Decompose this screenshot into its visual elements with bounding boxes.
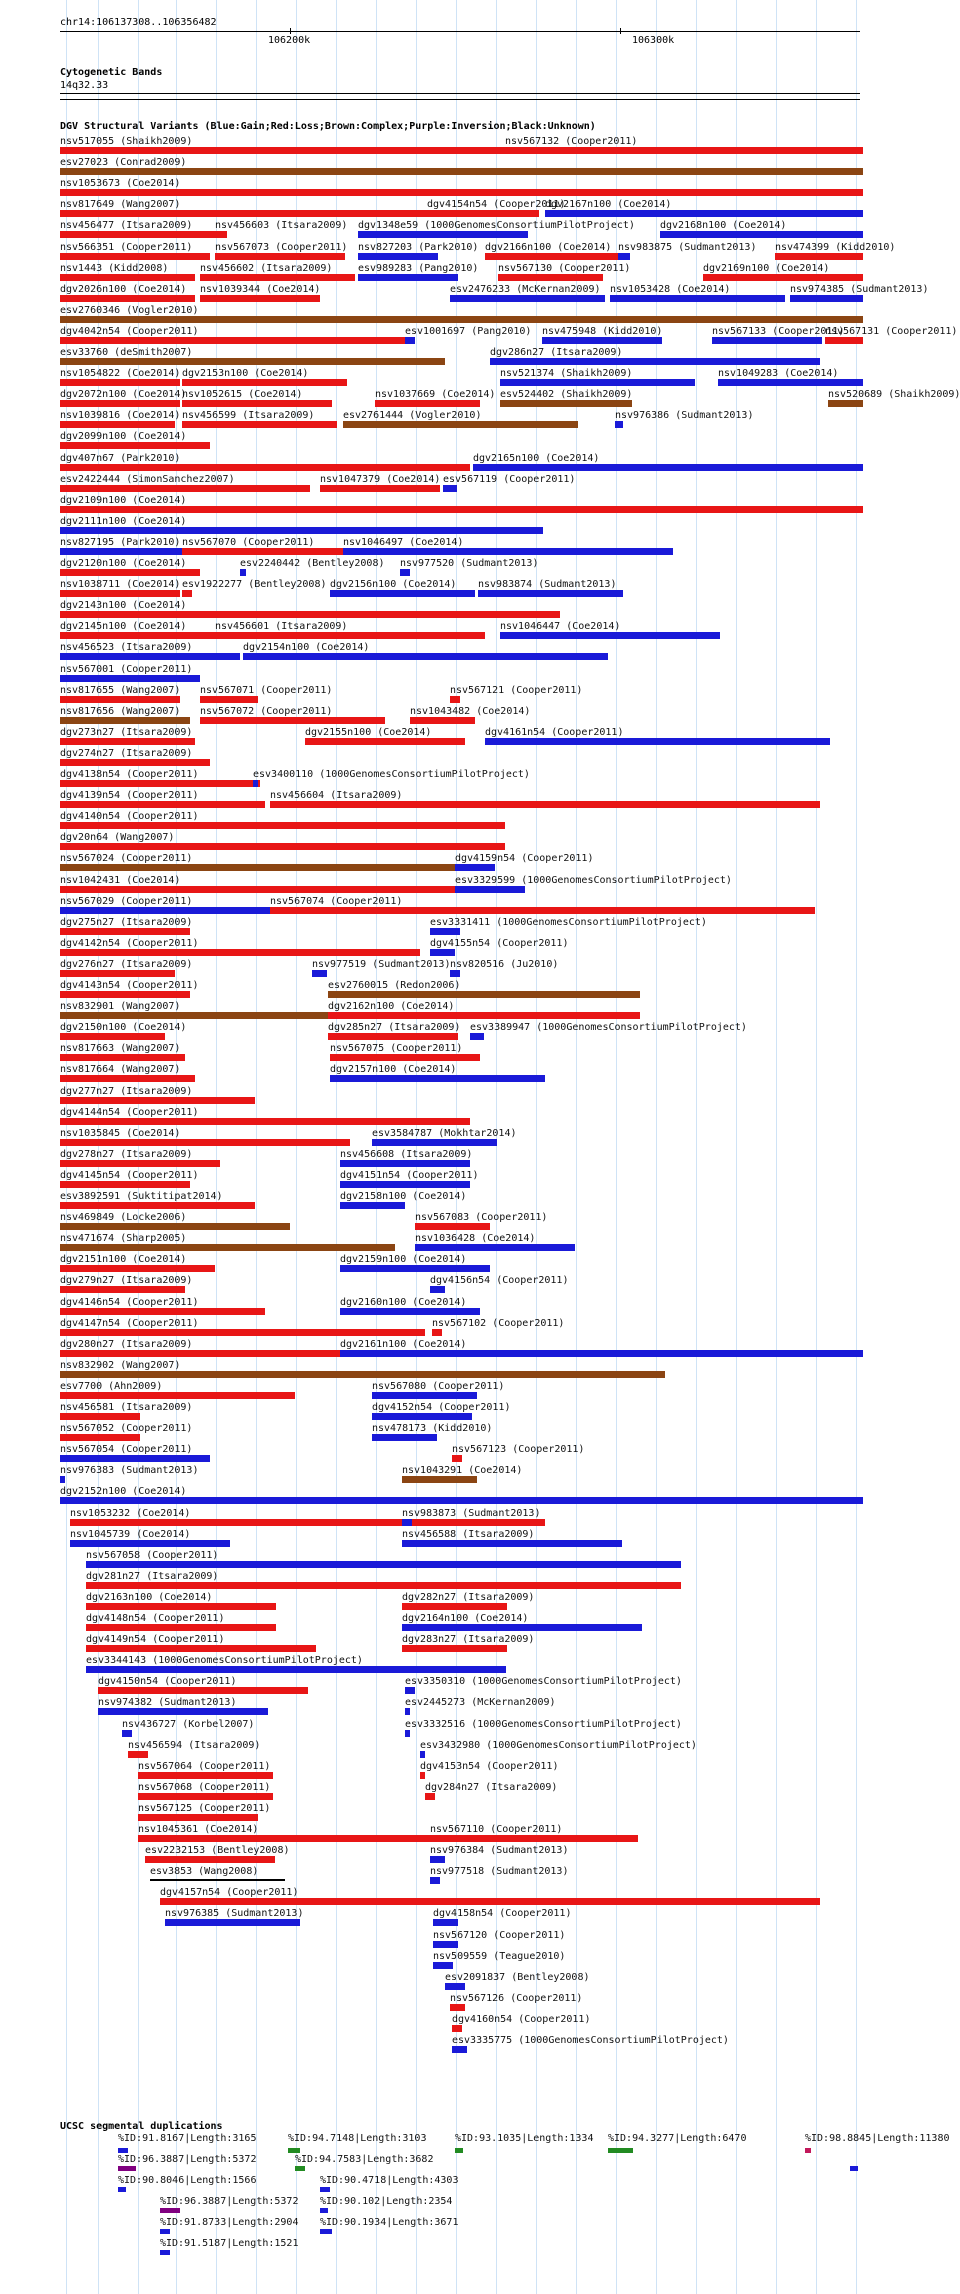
sv-label[interactable]: dgv4142n54 (Cooper2011) [60,937,199,949]
sv-label[interactable]: nsv817664 (Wang2007) [60,1064,181,1076]
sv-label[interactable]: nsv567072 (Cooper2011) [200,705,333,717]
sv-label[interactable]: esv7700 (Ahn2009) [60,1380,163,1392]
sv-label[interactable]: dgv2152n100 (Coe2014) [60,1486,187,1498]
sv-label[interactable]: nsv567071 (Cooper2011) [200,684,333,696]
sv-label[interactable]: esv2760346 (Vogler2010) [60,304,199,316]
sv-label[interactable]: nsv832901 (Wang2007) [60,1001,181,1013]
sv-label[interactable]: esv567119 (Cooper2011) [443,473,576,485]
sv-label[interactable]: nsv976383 (Sudmant2013) [60,1465,199,1477]
sv-label[interactable]: esv2240442 (Bentley2008) [240,558,385,569]
cytoband-name: 14q32.33 [60,80,109,91]
sv-label[interactable]: nsv977519 (Sudmant2013) [312,958,451,970]
sv-label[interactable]: nsv567074 (Cooper2011) [270,895,403,907]
sv-label[interactable]: esv33760 (deSmith2007) [60,347,193,358]
sv-label[interactable]: esv3389947 (1000GenomesConsortiumPilotProject) [470,1022,747,1034]
sv-label[interactable]: nsv1045361 (Coe2014) [138,1824,259,1835]
sv-label[interactable]: nsv1053673 (Coe2014) [60,178,181,190]
sv-label[interactable]: nsv820516 (Ju2010) [450,958,559,970]
sv-label[interactable]: nsv1052615 (Coe2014) [182,389,303,401]
sv-label[interactable]: esv3344143 (1000GenomesConsortiumPilotProject) [86,1655,363,1667]
sv-label[interactable]: nsv567029 (Cooper2011) [60,895,193,907]
sv-label[interactable]: dgv286n27 (Itsara2009) [490,347,623,358]
sv-label[interactable]: nsv1036428 (Coe2014) [415,1233,536,1245]
segdup-label[interactable]: %ID:96.3887|Length:5372 [118,2154,257,2165]
sv-label[interactable]: nsv520689 (Shaikh2009) [828,389,960,401]
sv-label[interactable]: dgv2153n100 (Coe2014) [182,368,309,380]
sv-label[interactable]: nsv1047379 (Coe2014) [320,473,441,485]
sv-label[interactable]: nsv456603 (Itsara2009) [215,220,348,232]
sv-label[interactable]: dgv4161n54 (Cooper2011) [485,726,624,738]
sv-label[interactable]: nsv1053232 (Coe2014) [70,1507,191,1519]
sv-label[interactable]: esv1922277 (Bentley2008) [182,579,327,591]
sv-label[interactable]: dgv2154n100 (Coe2014) [243,642,370,654]
segdup-label[interactable]: %ID:94.7148|Length:3103 [288,2133,427,2144]
sv-label[interactable]: esv3335775 (1000GenomesConsortiumPilotProject) [452,2035,729,2046]
sv-label[interactable]: nsv1053428 (Coe2014) [610,283,731,295]
sv-label[interactable]: nsv567001 (Cooper2011) [60,663,193,675]
sv-label[interactable]: esv3892591 (Suktitipat2014) [60,1191,223,1202]
sv-label[interactable]: nsv1035845 (Coe2014) [60,1127,181,1139]
sv-label[interactable]: nsv1037669 (Coe2014) [375,389,496,401]
sv-label[interactable]: dgv285n27 (Itsara2009) [328,1022,461,1034]
sv-label[interactable]: dgv283n27 (Itsara2009) [402,1634,535,1646]
sv-label[interactable]: dgv276n27 (Itsara2009) [60,958,193,970]
sv-label[interactable]: dgv2157n100 (Coe2014) [330,1064,457,1076]
sv-label[interactable]: dgv2099n100 (Coe2014) [60,431,187,443]
sv-label[interactable]: dgv277n27 (Itsara2009) [60,1085,193,1097]
sv-label[interactable]: nsv567121 (Cooper2011) [450,684,583,696]
sv-label[interactable]: dgv20n64 (Wang2007) [60,832,175,844]
sv-label[interactable]: dgv4158n54 (Cooper2011) [433,1908,572,1920]
segdup-label[interactable]: %ID:94.7583|Length:3682 [295,2154,434,2165]
sv-label[interactable]: nsv817655 (Wang2007) [60,684,181,696]
sv-label[interactable]: nsv976384 (Sudmant2013) [430,1845,569,1857]
sv-label[interactable]: dgv2145n100 (Coe2014) [60,621,187,633]
sv-label[interactable]: nsv1039816 (Coe2014) [60,410,181,422]
sv-label[interactable]: dgv281n27 (Itsara2009) [86,1570,219,1582]
sv-label[interactable]: dgv2164n100 (Coe2014) [402,1613,529,1624]
sv-label[interactable]: dgv4156n54 (Cooper2011) [430,1275,569,1287]
sv-label[interactable]: nsv567068 (Cooper2011) [138,1781,271,1793]
segdup-label[interactable]: %ID:90.1934|Length:3671 [320,2217,459,2228]
sv-label[interactable]: nsv827195 (Park2010) [60,536,181,548]
sv-label[interactable]: esv2445273 (McKernan2009) [405,1697,556,1709]
sv-label[interactable]: dgv275n27 (Itsara2009) [60,916,193,928]
sv-label[interactable]: esv27023 (Conrad2009) [60,157,187,169]
sv-label[interactable]: nsv567083 (Cooper2011) [415,1212,548,1224]
sv-label[interactable]: esv2760015 (Redon2006) [328,980,461,991]
sv-label[interactable]: nsv567126 (Cooper2011) [450,1992,583,2004]
sv-label[interactable]: dgv2111n100 (Coe2014) [60,515,187,527]
sv-label[interactable]: dgv2150n100 (Coe2014) [60,1022,187,1034]
sv-label[interactable]: dgv2151n100 (Coe2014) [60,1254,187,1266]
sv-label[interactable]: nsv567070 (Cooper2011) [182,536,315,548]
sv-label[interactable]: nsv456602 (Itsara2009) [200,262,333,274]
sv-label[interactable]: dgv4149n54 (Cooper2011) [86,1634,225,1646]
sv-label[interactable]: dgv2155n100 (Coe2014) [305,726,432,738]
sv-label[interactable]: nsv456581 (Itsara2009) [60,1402,193,1413]
segdup-label[interactable]: %ID:91.5187|Length:1521 [160,2238,299,2249]
sv-label[interactable]: dgv4150n54 (Cooper2011) [98,1676,237,1688]
segdup-label[interactable]: %ID:98.8845|Length:11380 [805,2133,950,2144]
segdup-label[interactable]: %ID:93.1035|Length:1334 [455,2133,594,2144]
sv-label[interactable]: dgv2169n100 (Coe2014) [703,262,830,274]
segdup-label[interactable]: %ID:90.4718|Length:4303 [320,2175,459,2186]
sv-label[interactable]: esv3584787 (Mokhtar2014) [372,1127,517,1139]
sv-label[interactable]: dgv4153n54 (Cooper2011) [420,1760,559,1772]
sv-label[interactable]: nsv567075 (Cooper2011) [330,1043,463,1055]
sv-label[interactable]: nsv567024 (Cooper2011) [60,853,193,865]
sv-label[interactable]: esv3332516 (1000GenomesConsortiumPilotProject) [405,1718,682,1730]
sv-label[interactable]: nsv567052 (Cooper2011) [60,1423,193,1435]
sv-label[interactable]: nsv567130 (Cooper2011) [498,262,631,274]
sv-label[interactable]: dgv2162n100 (Coe2014) [328,1001,455,1013]
sv-label[interactable]: nsv456608 (Itsara2009) [340,1148,473,1160]
sv-label[interactable]: nsv567120 (Cooper2011) [433,1929,566,1941]
segdup-label[interactable]: %ID:90.8046|Length:1566 [118,2175,257,2186]
sv-label[interactable]: nsv1039344 (Coe2014) [200,283,321,295]
sv-label[interactable]: dgv273n27 (Itsara2009) [60,726,193,738]
sv-label[interactable]: nsv456477 (Itsara2009) [60,220,193,232]
sv-label[interactable]: esv2761444 (Vogler2010) [343,410,482,422]
sv-label[interactable]: nsv1045739 (Coe2014) [70,1528,191,1540]
sv-label[interactable]: nsv456604 (Itsara2009) [270,790,403,802]
sv-label[interactable]: dgv2167n100 (Coe2014) [545,199,672,211]
sv-label[interactable]: nsv567102 (Cooper2011) [432,1317,565,1329]
segdup-label[interactable]: %ID:96.3887|Length:5372 [160,2196,299,2207]
sv-label[interactable]: esv3350310 (1000GenomesConsortiumPilotProject) [405,1676,682,1688]
sv-label[interactable]: nsv1046497 (Coe2014) [343,536,464,548]
sv-label[interactable]: nsv977518 (Sudmant2013) [430,1866,569,1878]
sv-label[interactable]: nsv1049283 (Coe2014) [718,368,839,380]
sv-label[interactable]: dgv2161n100 (Coe2014) [340,1338,467,1350]
sv-label[interactable]: dgv279n27 (Itsara2009) [60,1275,193,1287]
sv-label[interactable]: nsv817649 (Wang2007) [60,199,181,211]
cytoband-title: Cytogenetic Bands [60,67,163,78]
sv-label[interactable]: nsv1043291 (Coe2014) [402,1465,523,1477]
sv-label[interactable]: dgv4160n54 (Cooper2011) [452,2013,591,2025]
sv-label[interactable]: nsv567064 (Cooper2011) [138,1760,271,1772]
sv-label[interactable]: dgv4152n54 (Cooper2011) [372,1402,511,1413]
sv-label[interactable]: esv3853 (Wang2008) [150,1866,259,1878]
sv-label[interactable]: nsv1054822 (Coe2014) [60,368,181,380]
sv-label[interactable]: nsv817663 (Wang2007) [60,1043,181,1055]
sv-label[interactable]: esv3432980 (1000GenomesConsortiumPilotProject) [420,1739,697,1751]
segdup-label[interactable]: %ID:91.8167|Length:3165 [118,2133,257,2144]
sv-label[interactable]: nsv1043482 (Coe2014) [410,705,531,717]
sv-label[interactable]: dgv4155n54 (Cooper2011) [430,937,569,949]
sv-label[interactable]: dgv2109n100 (Coe2014) [60,494,187,506]
sv-label[interactable]: dgv2072n100 (Coe2014) [60,389,187,401]
sv-label[interactable]: nsv567080 (Cooper2011) [372,1380,505,1392]
segdup-track-title: UCSC segmental duplications [60,2121,223,2132]
sv-label[interactable]: nsv456523 (Itsara2009) [60,642,193,654]
sv-label[interactable]: nsv517055 (Shaikh2009) [60,136,193,147]
sv-label[interactable]: dgv2159n100 (Coe2014) [340,1254,467,1266]
sv-label[interactable]: dgv278n27 (Itsara2009) [60,1148,193,1160]
segdup-label[interactable]: %ID:94.3277|Length:6470 [608,2133,747,2144]
sv-label[interactable]: nsv456588 (Itsara2009) [402,1528,535,1540]
sv-label[interactable]: dgv282n27 (Itsara2009) [402,1591,535,1603]
sv-label[interactable]: esv3331411 (1000GenomesConsortiumPilotProject) [430,916,707,928]
sv-label[interactable]: nsv827203 (Park2010) [358,241,479,253]
sv-label[interactable]: dgv274n27 (Itsara2009) [60,747,193,759]
sv-label[interactable]: dgv2156n100 (Coe2014) [330,579,457,591]
chrom-range: chr14:106137308..106356482 [60,17,217,28]
sv-label[interactable]: esv2476233 (McKernan2009) [450,283,601,295]
sv-label[interactable]: nsv567132 (Cooper2011) [505,136,638,147]
sv-label[interactable]: nsv983874 (Sudmant2013) [478,579,617,591]
sv-label[interactable]: dgv4143n54 (Cooper2011) [60,980,199,991]
sv-label[interactable]: nsv1443 (Kidd2008) [60,262,169,274]
sv-label[interactable]: nsv478173 (Kidd2010) [372,1423,493,1435]
ruler-label-right: 106300k [632,35,675,46]
sv-label[interactable]: nsv567110 (Cooper2011) [430,1824,563,1835]
sv-label[interactable]: dgv280n27 (Itsara2009) [60,1338,193,1350]
sv-label[interactable]: nsv983873 (Sudmant2013) [402,1507,541,1519]
ruler-label-left: 106200k [268,35,311,46]
sv-label[interactable]: nsv832902 (Wang2007) [60,1359,181,1371]
sv-label[interactable]: dgv284n27 (Itsara2009) [425,1781,558,1793]
sv-label[interactable]: esv524402 (Shaikh2009) [500,389,633,401]
sv-label[interactable]: nsv436727 (Korbel2007) [122,1718,255,1730]
sv-label[interactable]: nsv974382 (Sudmant2013) [98,1697,237,1709]
sv-label[interactable]: esv2091837 (Bentley2008) [445,1971,590,1983]
sv-label[interactable]: dgv2168n100 (Coe2014) [660,220,787,232]
sv-label[interactable]: nsv456599 (Itsara2009) [182,410,315,422]
sv-label[interactable]: nsv567073 (Cooper2011) [215,241,348,253]
sv-label[interactable]: nsv567058 (Cooper2011) [86,1549,219,1561]
sv-label[interactable]: dgv4147n54 (Cooper2011) [60,1317,199,1329]
sv-label[interactable]: dgv4146n54 (Cooper2011) [60,1296,199,1308]
sv-label[interactable]: esv3400110 (1000GenomesConsortiumPilotProject) [253,769,530,780]
sv-label[interactable]: nsv976385 (Sudmant2013) [165,1908,304,1920]
sv-label[interactable]: dgv4159n54 (Cooper2011) [455,853,594,865]
sv-label[interactable]: nsv567054 (Cooper2011) [60,1444,193,1456]
sv-label[interactable]: dgv4138n54 (Cooper2011) [60,769,199,780]
sv-label[interactable]: dgv1348e59 (1000GenomesConsortiumPilotProject) [358,220,635,232]
sv-label[interactable]: nsv521374 (Shaikh2009) [500,368,633,380]
sv-label[interactable]: dgv4144n54 (Cooper2011) [60,1106,199,1118]
sv-label[interactable]: nsv469849 (Locke2006) [60,1212,187,1224]
sv-label[interactable]: nsv567131 (Cooper2011) [825,325,958,337]
sv-label[interactable]: dgv2120n100 (Coe2014) [60,558,187,569]
sv-label[interactable]: dgv2166n100 (Coe2014) [485,241,612,253]
sv-label[interactable]: dgv2165n100 (Coe2014) [473,452,600,464]
segdup-label[interactable]: %ID:90.102|Length:2354 [320,2196,453,2207]
sv-label[interactable]: dgv4145n54 (Cooper2011) [60,1169,199,1181]
sv-label[interactable]: dgv2026n100 (Coe2014) [60,283,187,295]
sv-label[interactable]: nsv977520 (Sudmant2013) [400,558,539,569]
sv-label[interactable]: nsv1042431 (Coe2014) [60,874,181,886]
sv-label[interactable]: dgv2158n100 (Coe2014) [340,1191,467,1202]
sv-label[interactable]: nsv509559 (Teague2010) [433,1950,566,1962]
sv-label[interactable]: nsv1038711 (Coe2014) [60,579,181,591]
sv-label[interactable]: dgv4042n54 (Cooper2011) [60,325,199,337]
sv-label[interactable]: esv1001697 (Pang2010) [405,325,532,337]
sv-label[interactable]: nsv976386 (Sudmant2013) [615,410,754,422]
dgv-track-title: DGV Structural Variants (Blue:Gain;Red:Loss;Brown:Complex;Purple:Inversion;Black:Unknown) [60,121,596,132]
sv-label[interactable]: dgv2143n100 (Coe2014) [60,600,187,612]
sv-label[interactable]: dgv4157n54 (Cooper2011) [160,1887,299,1899]
sv-label[interactable]: nsv475948 (Kidd2010) [542,325,663,337]
sv-label[interactable]: dgv407n67 (Park2010) [60,452,181,464]
sv-label[interactable]: nsv567133 (Cooper2011) [712,325,845,337]
sv-label[interactable]: nsv456601 (Itsara2009) [215,621,348,633]
sv-label[interactable]: dgv2163n100 (Coe2014) [86,1591,213,1603]
sv-label[interactable]: dgv4154n54 (Cooper2011) [427,199,566,211]
sv-label[interactable]: nsv974385 (Sudmant2013) [790,283,929,295]
sv-label[interactable]: dgv4140n54 (Cooper2011) [60,811,199,823]
sv-label[interactable]: dgv4148n54 (Cooper2011) [86,1613,225,1624]
sv-label[interactable]: nsv456594 (Itsara2009) [128,1739,261,1751]
sv-label[interactable]: dgv4151n54 (Cooper2011) [340,1169,479,1181]
sv-label[interactable]: nsv567125 (Cooper2011) [138,1802,271,1814]
sv-label[interactable]: nsv1046447 (Coe2014) [500,621,621,633]
sv-label[interactable]: nsv983875 (Sudmant2013) [618,241,757,253]
sv-label[interactable]: nsv474399 (Kidd2010) [775,241,896,253]
sv-label[interactable]: nsv471674 (Sharp2005) [60,1233,187,1245]
sv-label[interactable]: dgv4139n54 (Cooper2011) [60,790,199,802]
sv-label[interactable]: esv2232153 (Bentley2008) [145,1845,290,1857]
sv-label[interactable]: nsv566351 (Cooper2011) [60,241,193,253]
segdup-label[interactable]: %ID:91.8733|Length:2904 [160,2217,299,2228]
sv-label[interactable]: dgv2160n100 (Coe2014) [340,1296,467,1308]
sv-label[interactable]: esv3329599 (1000GenomesConsortiumPilotProject) [455,874,732,886]
sv-label[interactable]: nsv817656 (Wang2007) [60,705,181,717]
sv-label[interactable]: esv2422444 (SimonSanchez2007) [60,473,235,485]
sv-label[interactable]: nsv567123 (Cooper2011) [452,1444,585,1456]
sv-label[interactable]: esv989283 (Pang2010) [358,262,479,274]
